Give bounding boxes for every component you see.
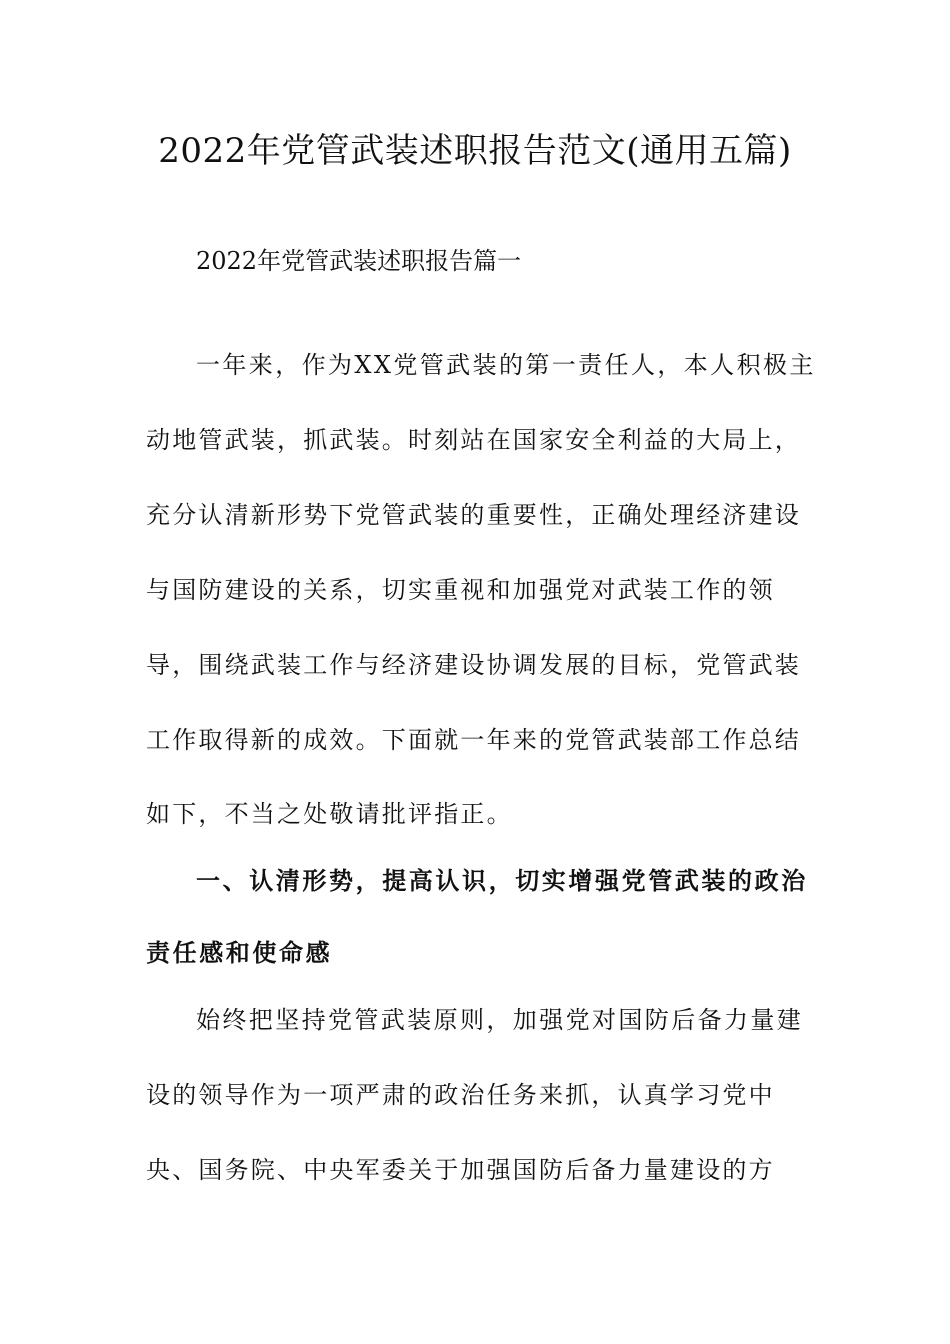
paragraph-line: 导，围绕武装工作与经济建设协调发展的目标，党管武装 [146,651,801,679]
paragraph-line: 一年来，作为XX党管武装的第一责任人，本人积极主 [196,351,816,379]
paragraph-line: 始终把坚持党管武装原则，加强党对国防后备力量建 [196,1006,804,1034]
paragraph-line: 设的领导作为一项严肃的政治任务来抓，认真学习党中 [146,1081,775,1109]
paragraph-line: 充分认清新形势下党管武装的重要性，正确处理经济建设 [146,501,801,529]
paragraph-line: 与国防建设的关系，切实重视和加强党对武装工作的领 [146,576,775,604]
section-heading-line: 责任感和使命感 [146,938,333,967]
section-heading-line: 一、认清形势，提高认识，切实增强党管武装的政治 [196,866,808,895]
paragraph-line: 动地管武装，抓武装。时刻站在国家安全利益的大局上， [146,426,801,454]
section-subtitle: 2022年党管武装述职报告篇一 [196,247,522,275]
paragraph-line: 工作取得新的成效。下面就一年来的党管武装部工作总结 [146,726,801,754]
paragraph-line: 央、国务院、中央军委关于加强国防后备力量建设的方 [146,1156,775,1184]
document-title: 2022年党管武装述职报告范文(通用五篇) [158,131,792,171]
paragraph-line: 如下，不当之处敬请批评指正。 [146,800,513,828]
